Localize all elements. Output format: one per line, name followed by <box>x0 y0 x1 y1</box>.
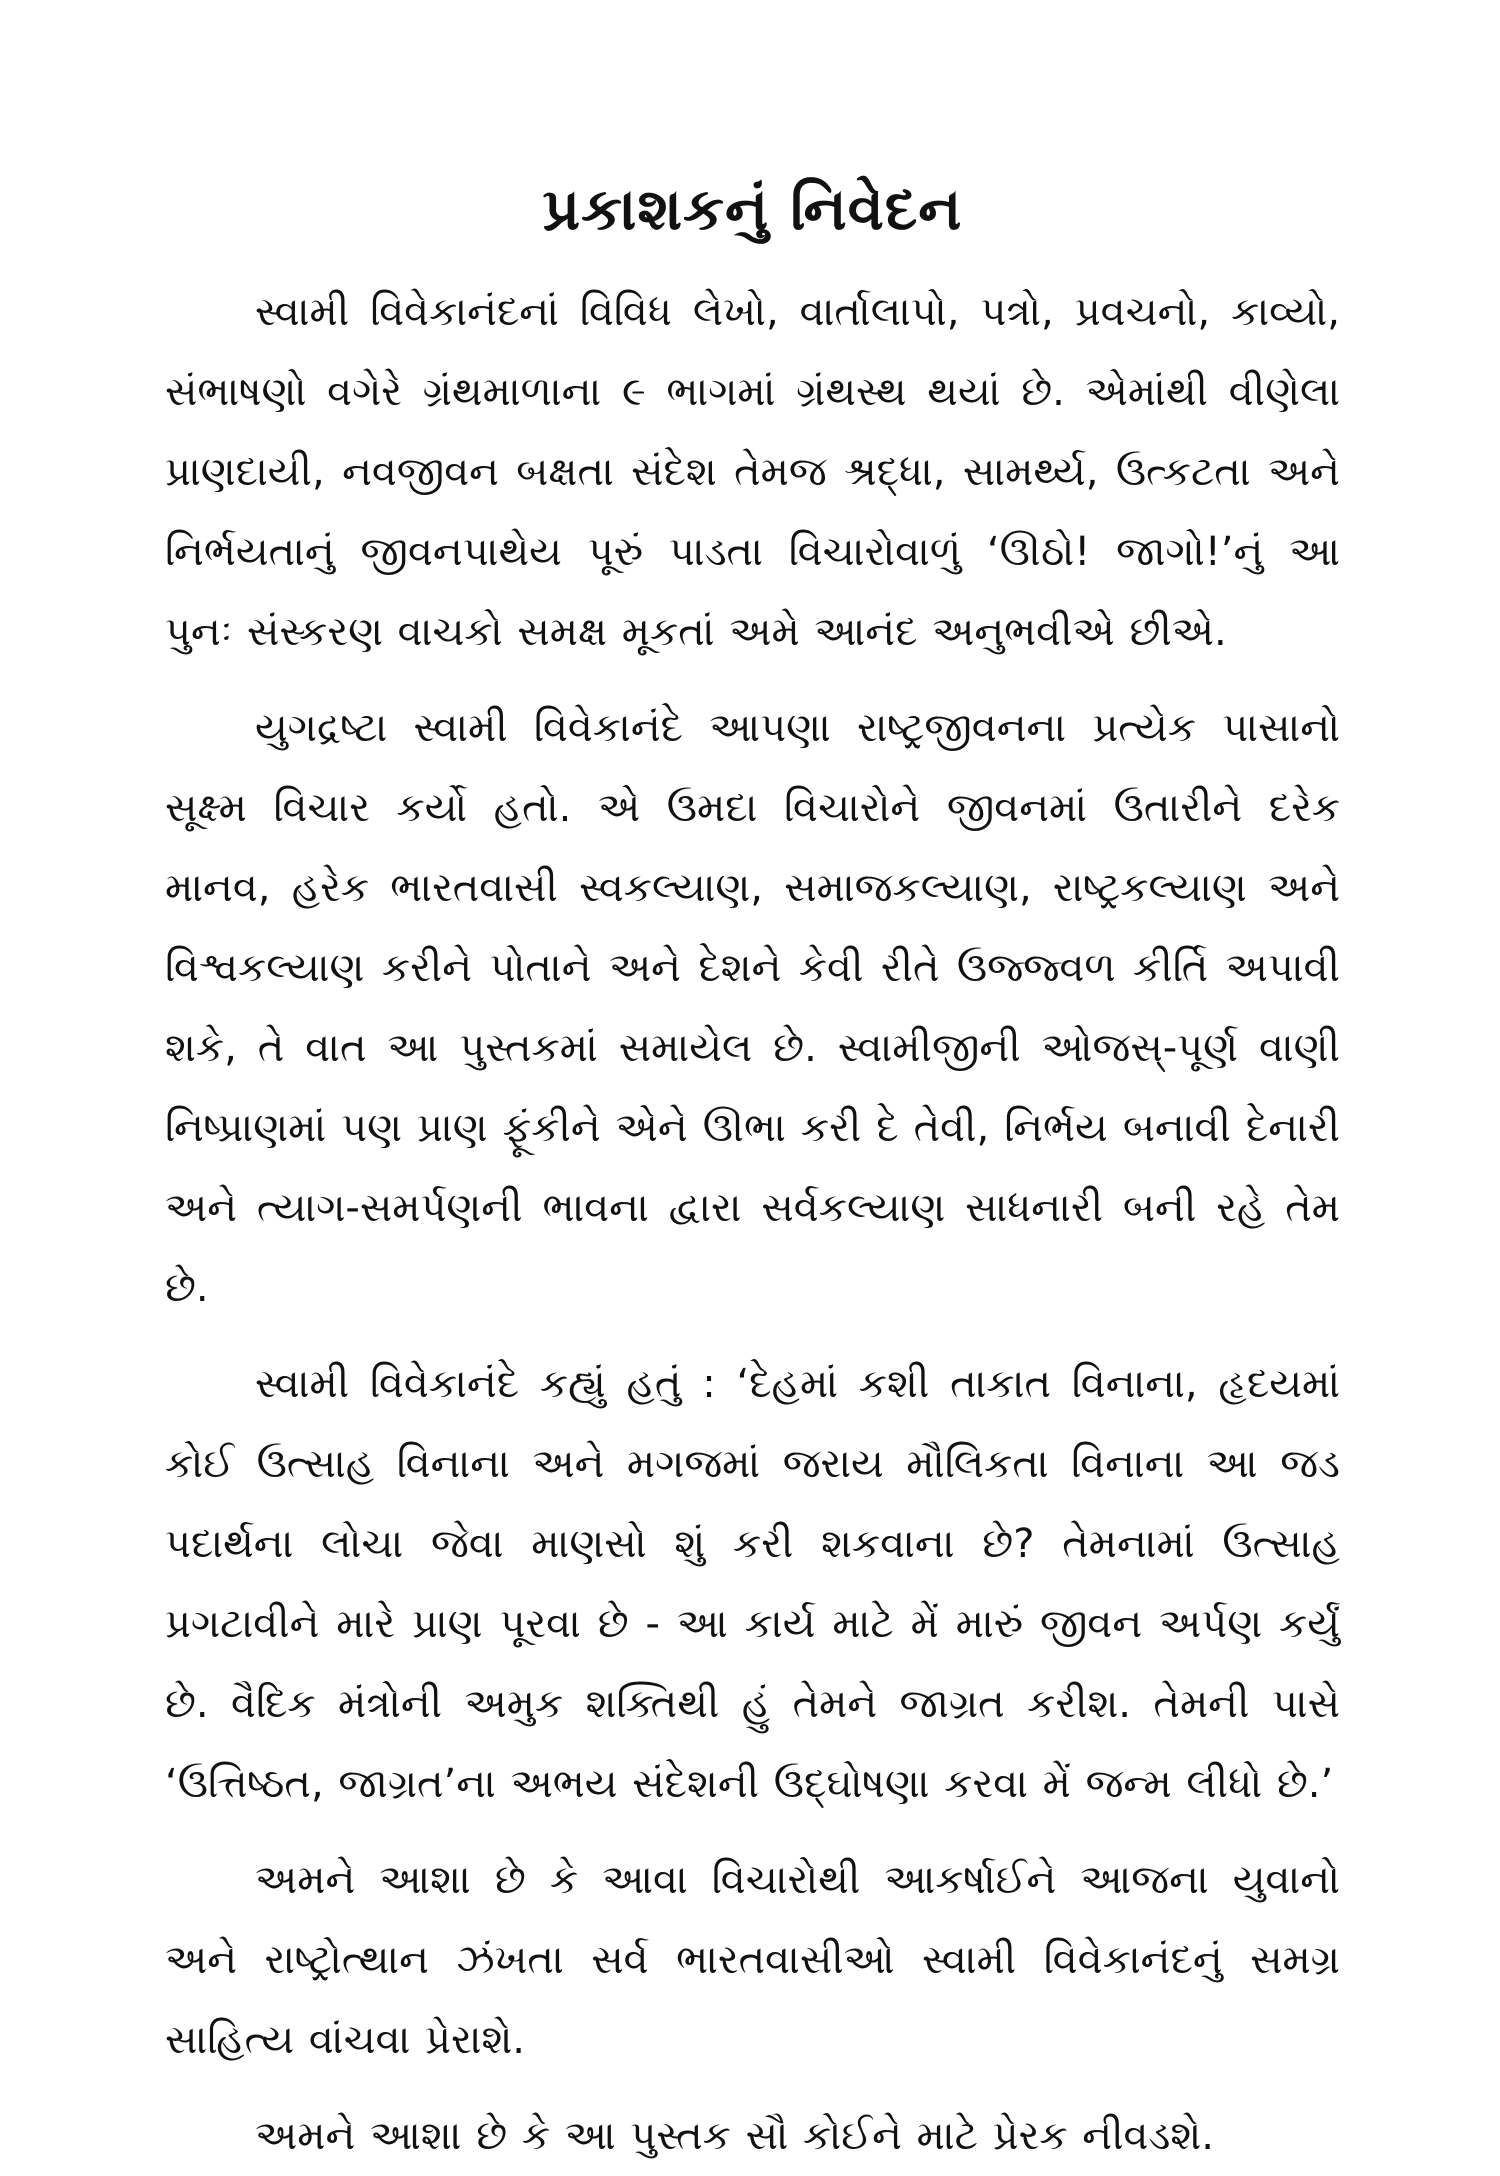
paragraph-intro: સ્વામી વિવેકાનંદનાં વિવિધ લેખો, વાર્તાલાપો, પત્રો, પ્રવચનો, કાવ્યો, સંભાષણો વગેરે ગ્રંથમાળાના ૯ ભાગમાં ગ્રંથસ્થ થયાં છે. એમાંથી વીણેલા પ્રાણદાયી, નવજીવન બક્ષતા સંદેશ તેમજ શ્રદ્ધા, સામર્થ્ય, ઉત્કટતા અને નિર્ભયતાનું જીવનપાથેય પૂરું પાડતા વિચારોવાળું ‘ઊઠો! જાગો!’નું આ પુનઃ સંસ્કરણ વાચકો સમક્ષ મૂકતાં અમે આનંદ અનુભવીએ છીએ. <box>165 289 1340 655</box>
paragraph-closing: અમને આશા છે કે આ પુસ્તક સૌ કોઈને માટે પ્રેરક નીવડશે. <box>255 2113 1214 2159</box>
page-title: પ્રકાશકનું નિવેદન <box>542 175 963 243</box>
paragraph-vision: યુગદ્રષ્ટા સ્વામી વિવેકાનંદે આપણા રાષ્ટ્રજીવનના પ્રત્યેક પાસાનો સૂક્ષ્મ વિચાર કર્યો હતો. એ ઉમદા વિચારોને જીવનમાં ઉતારીને દરેક માનવ, હરેક ભારતવાસી સ્વકલ્યાણ, સમાજકલ્યાણ, રાષ્ટ્રકલ્યાણ અને વિશ્વકલ્યાણ કરીને પોતાને અને દેશને કેવી રીતે ઉજ્જ્વળ કીર્તિ અપાવી શકે, તે વાત આ પુસ્તકમાં સમાયેલ છે. સ્વામીજીની ઓજસ્-પૂર્ણ વાણી નિષ્પ્રાણમાં પણ પ્રાણ ફૂંકીને એને ઊભા કરી દે તેવી, નિર્ભય બનાવી દેનારી અને ત્યાગ-સમર્પણની ભાવના દ્વારા સર્વકલ્યાણ સાધનારી બની રહે તેમ છે. <box>165 705 1340 1311</box>
paragraph-hope-youth: અમને આશા છે કે આવા વિચારોથી આકર્ષાઈને આજના યુવાનો અને રાષ્ટ્રોત્થાન ઝંખતા સર્વ ભારતવાસીઓ સ્વામી વિવેકાનંદનું સમગ્ર સાહિત્ય વાંચવા પ્રેરાશે. <box>165 1857 1340 2063</box>
paragraph-quote: સ્વામી વિવેકાનંદે કહ્યું હતું : ‘દેહમાં કશી તાકાત વિનાના, હૃદયમાં કોઈ ઉત્સાહ વિનાના અને મગજમાં જરાય મૌલિકતા વિનાના આ જડ પદાર્થના લોચા જેવા માણસો શું કરી શકવાના છે? તેમનામાં ઉત્સાહ પ્રગટાવીને મારે પ્રાણ પૂરવા છે - આ કાર્ય માટે મેં મારું જીવન અર્પણ કર્યું છે. વૈદિક મંત્રોની અમુક શક્તિથી હું તેમને જાગ્રત કરીશ. તેમની પાસે ‘ઉત્તિષ્ઠત, જાગ્રત’ના અભય સંદેશની ઉદ્ઘોષણા કરવા મેં જન્મ લીધો છે.’ <box>165 1361 1340 1807</box>
